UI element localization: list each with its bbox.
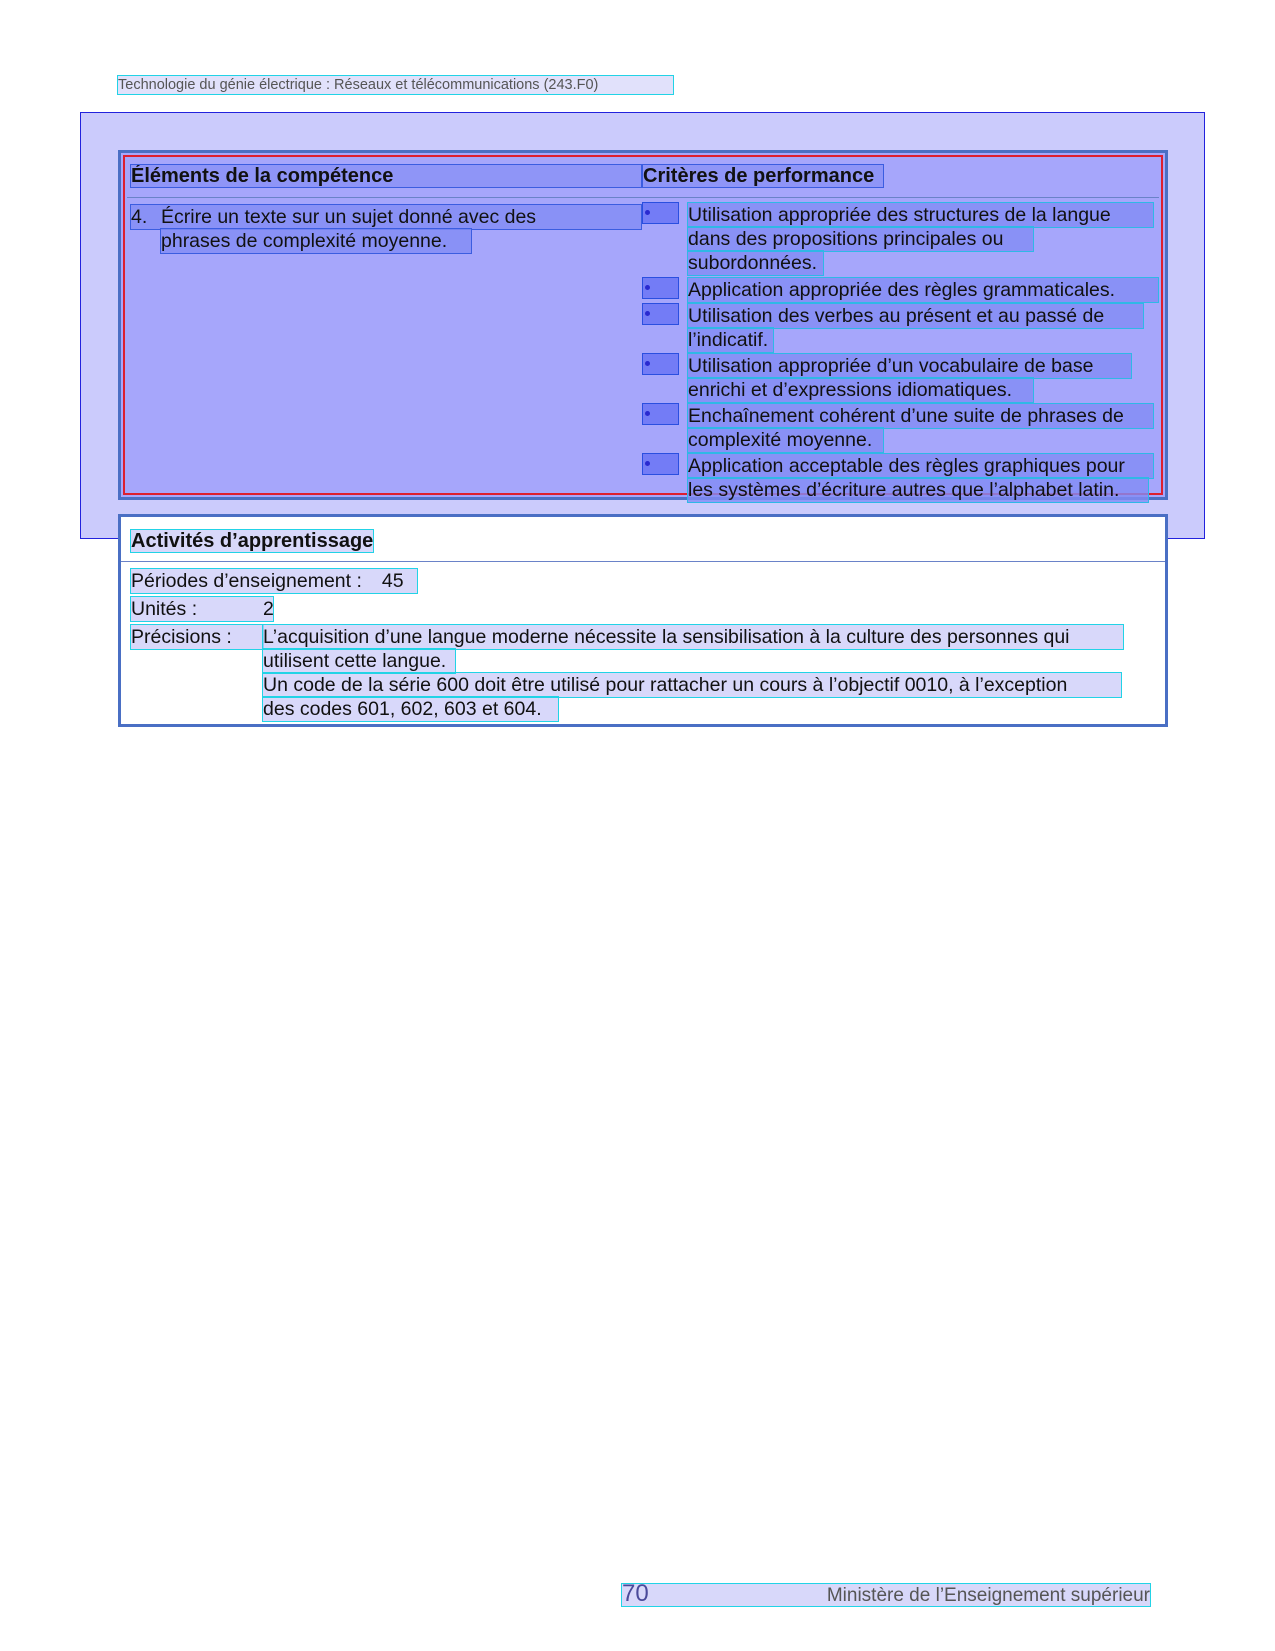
criteria-item: [643, 203, 1158, 275]
criteria-item: [643, 404, 1158, 452]
precisions-row: [131, 625, 263, 649]
competence-element: [131, 205, 641, 253]
activities-table: [118, 514, 1168, 727]
criteria-line: l’indicatif.: [688, 328, 773, 352]
running-header: Technologie du génie électrique : Réseaux et télécommunications (243.F0): [118, 76, 673, 94]
header-divider: [121, 561, 1165, 562]
element-text: Écrire un texte sur un sujet donné avec des: [161, 206, 537, 228]
bullet-icon: [643, 203, 678, 223]
criteria-item: [643, 454, 1158, 502]
criteria-line: Application acceptable des règles graphiques pour: [688, 454, 1153, 478]
precisions-line: des codes 601, 602, 603 et 604.: [263, 697, 558, 721]
precisions-line: L’acquisition d’une langue moderne nécessite la sensibilisation à la culture des personnes qui: [263, 625, 1123, 649]
units-field: [131, 597, 273, 621]
page-number: 70: [622, 1580, 649, 1607]
criteria-line: Utilisation appropriée des structures de la langue: [688, 203, 1153, 227]
criteria-line: complexité moyenne.: [688, 428, 883, 452]
bullet-icon: [643, 304, 678, 324]
footer-ministry: Ministère de l’Enseignement supérieur: [826, 1585, 1150, 1606]
header-divider: [127, 197, 1159, 198]
periods-value: 45: [381, 570, 404, 592]
competence-table: [118, 150, 1168, 500]
periods-row: [131, 569, 417, 593]
criteria-line: Utilisation des verbes au présent et au passé de: [688, 304, 1143, 328]
element-number: 4.: [131, 206, 148, 228]
periods-label: Périodes d’enseignement :: [131, 570, 362, 592]
units-value: 2: [263, 598, 274, 620]
precisions-line: Un code de la série 600 doit être utilisé pour rattacher un cours à l’objectif 0010, à l’exception: [263, 673, 1121, 697]
criteria-item: [643, 304, 1158, 352]
bullet-icon: [643, 354, 678, 374]
activities-title: Activités d’apprentissage: [131, 530, 374, 552]
units-label: Unités :: [131, 598, 198, 620]
criteria-line: Utilisation appropriée d’un vocabulaire de base: [688, 354, 1131, 378]
units-row: [131, 597, 273, 621]
criteria-item: [643, 354, 1158, 402]
element-line: [131, 205, 641, 229]
page-footer: [622, 1580, 1150, 1607]
criteria-line: dans des propositions principales ou: [688, 227, 1033, 251]
criteria-line: Enchaînement cohérent d’une suite de phrases de: [688, 404, 1153, 428]
element-line: phrases de complexité moyenne.: [161, 229, 471, 253]
bullet-icon: [643, 404, 678, 424]
criteria-line: enrichi et d’expressions idiomatiques.: [688, 378, 1033, 402]
criteria-item: [643, 278, 1158, 302]
criteria-list: [643, 203, 1158, 502]
periods-field: [131, 569, 417, 593]
criteria-line: Application appropriée des règles grammaticales.: [688, 278, 1158, 302]
bullet-icon: [643, 278, 678, 298]
precisions-text: [263, 625, 1123, 721]
precisions-label: Précisions :: [131, 625, 263, 649]
column-header-elements: Éléments de la compétence: [131, 165, 641, 187]
criteria-line: les systèmes d’écriture autres que l’alphabet latin.: [688, 478, 1148, 502]
column-header-criteria: Critères de performance: [643, 165, 883, 187]
criteria-line: subordonnées.: [688, 251, 823, 275]
precisions-line: utilisent cette langue.: [263, 649, 455, 673]
bullet-icon: [643, 454, 678, 474]
